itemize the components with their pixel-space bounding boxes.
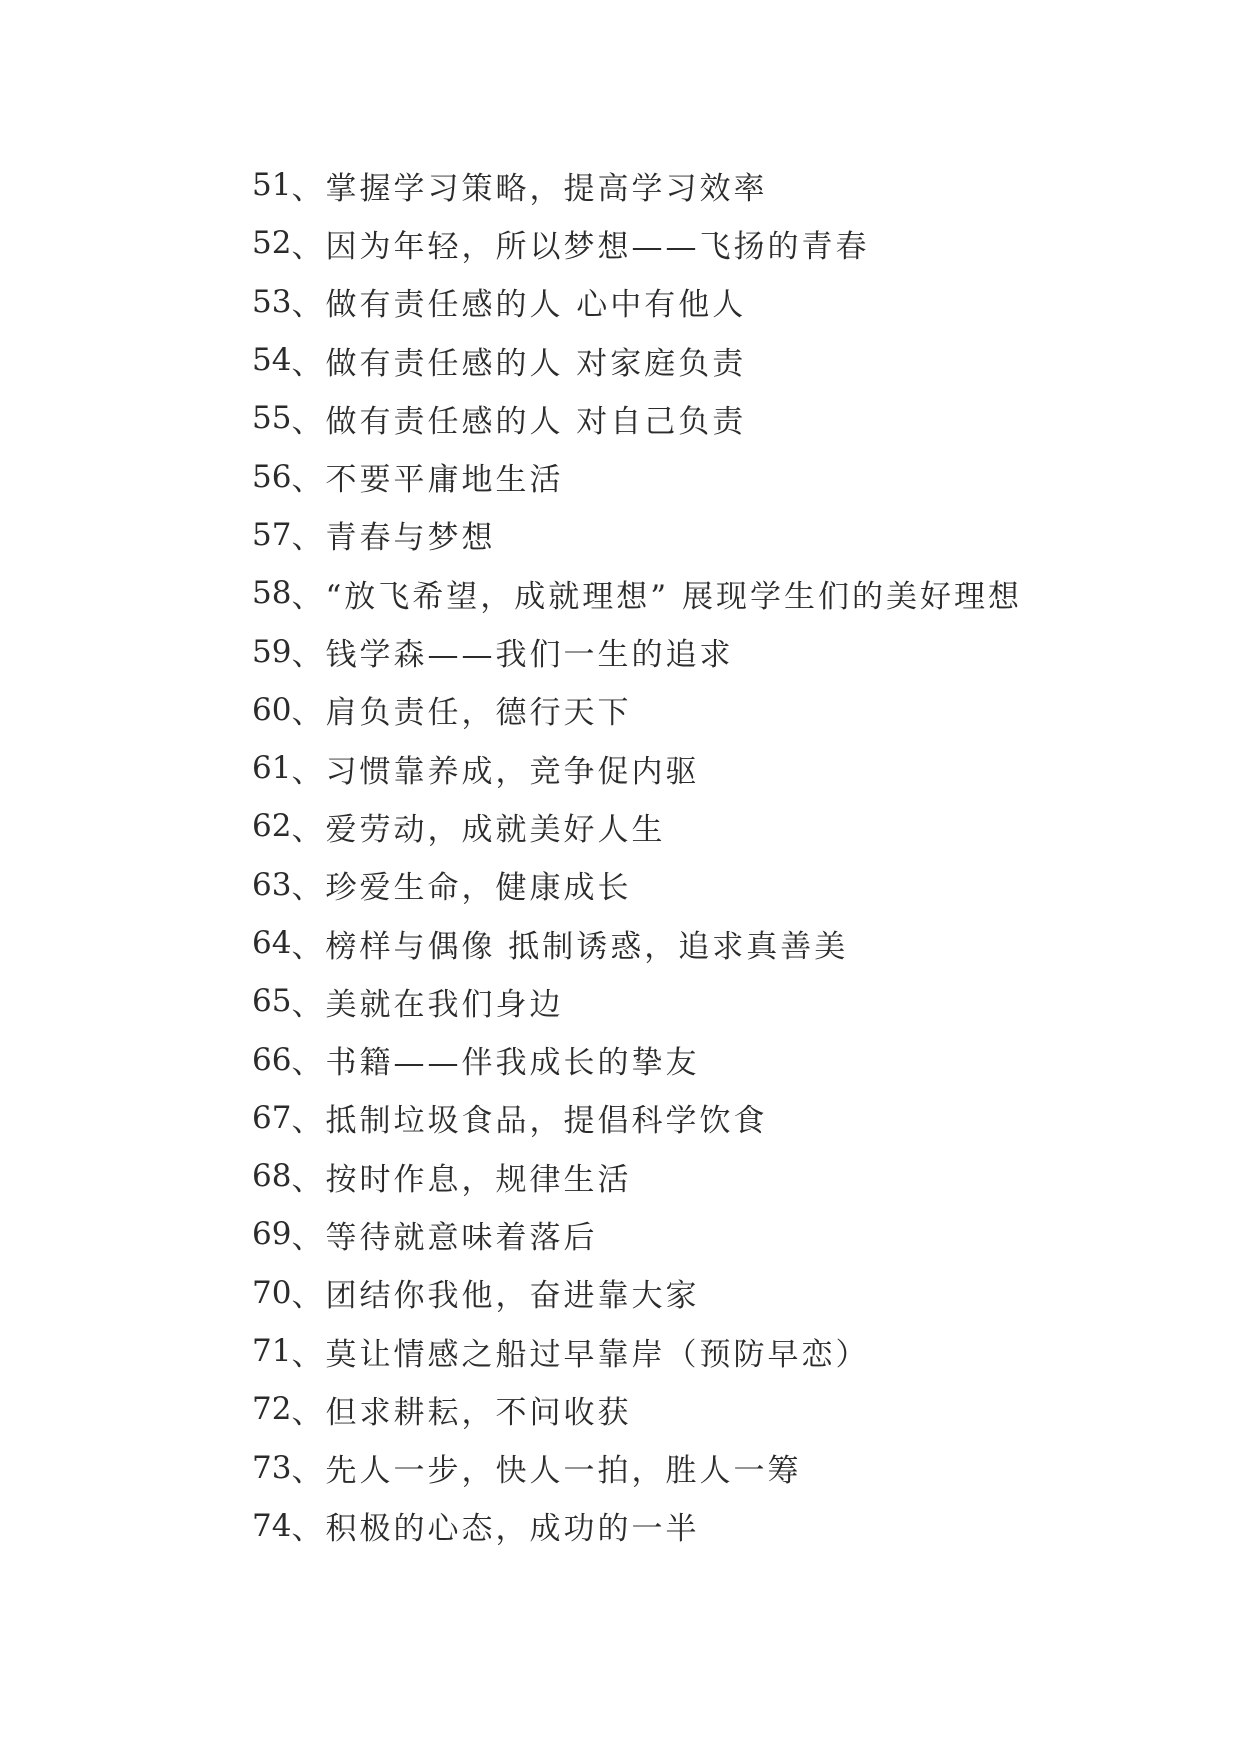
item-text: 不要平庸地生活 [325,462,564,499]
item-number: 73 [252,1449,292,1486]
item-number: 55 [252,400,292,437]
item-text: 榜样与偶像 抵制诱惑，追求真善美 [325,928,849,965]
item-separator: 、 [291,520,326,557]
item-number: 63 [252,866,292,903]
item-number: 65 [252,983,292,1020]
list-item [252,1497,1022,1555]
item-separator: 、 [291,986,326,1023]
list-item [252,156,1022,214]
item-separator: 、 [291,1219,326,1256]
item-text: 做有责任感的人 心中有他人 [325,287,747,324]
item-text: 抵制垃圾食品，提倡科学饮食 [325,1103,768,1140]
item-number: 70 [252,1274,292,1311]
item-number: 66 [252,1041,292,1078]
item-separator: 、 [291,870,326,907]
item-separator: 、 [291,287,326,324]
item-separator: 、 [291,1336,326,1373]
item-text: 肩负责任，德行天下 [325,695,632,732]
item-separator: 、 [291,403,326,440]
topic-list [252,156,1022,1555]
item-separator: 、 [291,462,326,499]
item-text: 书籍——伴我成长的挚友 [325,1045,700,1082]
item-number: 56 [252,458,292,495]
item-number: 52 [252,225,292,262]
item-number: 72 [252,1391,292,1428]
item-text: 掌握学习策略，提高学习效率 [325,170,768,207]
list-item [252,914,1022,972]
item-separator: 、 [291,1278,326,1315]
list-item [252,1089,1022,1147]
list-item [252,389,1022,447]
item-text: 团结你我他，奋进靠大家 [325,1278,700,1315]
list-item [252,1147,1022,1205]
item-text: 珍爱生命，健康成长 [325,870,632,907]
list-item [252,739,1022,797]
item-separator: 、 [291,1511,326,1548]
list-item [252,797,1022,855]
item-text: 青春与梦想 [325,520,496,557]
item-separator: 、 [291,345,326,382]
item-separator: 、 [291,753,326,790]
item-separator: 、 [291,1045,326,1082]
item-number: 53 [252,283,292,320]
item-separator: 、 [291,1161,326,1198]
item-text: 习惯靠养成，竞争促内驱 [325,753,700,790]
item-text: 钱学森——我们一生的追求 [325,637,734,674]
item-text: 美就在我们身边 [325,986,564,1023]
list-item [252,447,1022,505]
item-text: 做有责任感的人 对自己负责 [325,403,747,440]
list-item [252,972,1022,1030]
list-item [252,273,1022,331]
item-separator: 、 [291,1453,326,1490]
item-number: 62 [252,808,292,845]
item-number: 74 [252,1507,292,1544]
list-item [252,1205,1022,1263]
list-item [252,506,1022,564]
item-number: 61 [252,750,292,787]
list-item [252,1264,1022,1322]
item-separator: 、 [291,811,326,848]
item-text: 按时作息，规律生活 [325,1161,632,1198]
list-item [252,564,1022,622]
item-separator: 、 [291,1394,326,1431]
item-separator: 、 [291,170,326,207]
item-number: 68 [252,1158,292,1195]
item-number: 60 [252,691,292,728]
list-item [252,1322,1022,1380]
item-text: 因为年轻，所以梦想——飞扬的青春 [325,228,870,265]
item-separator: 、 [291,578,326,615]
item-text: 爱劳动，成就美好人生 [325,811,666,848]
item-separator: 、 [291,928,326,965]
item-separator: 、 [291,1103,326,1140]
list-item [252,331,1022,389]
item-number: 71 [252,1333,292,1370]
item-text: 做有责任感的人 对家庭负责 [325,345,747,382]
list-item [252,1380,1022,1438]
item-number: 59 [252,633,292,670]
item-text: 等待就意味着落后 [325,1219,598,1256]
item-number: 58 [252,575,292,612]
item-separator: 、 [291,228,326,265]
item-text: 但求耕耘，不问收获 [325,1394,632,1431]
item-text: “放飞希望，成就理想” 展现学生们的美好理想 [325,578,1023,615]
list-item [252,856,1022,914]
list-item [252,1439,1022,1497]
item-number: 64 [252,925,292,961]
item-number: 54 [252,342,292,379]
list-item [252,214,1022,272]
item-number: 51 [252,167,292,204]
item-separator: 、 [291,637,326,674]
item-number: 67 [252,1099,292,1136]
list-item [252,622,1022,680]
item-number: 69 [252,1216,292,1253]
item-text: 先人一步，快人一拍，胜人一筹 [325,1453,802,1490]
list-item [252,1030,1022,1088]
list-item [252,681,1022,739]
item-text: 莫让情感之船过早靠岸（预防早恋） [325,1336,870,1373]
item-separator: 、 [291,695,326,732]
item-number: 57 [252,516,292,553]
item-text: 积极的心态，成功的一半 [325,1511,700,1548]
